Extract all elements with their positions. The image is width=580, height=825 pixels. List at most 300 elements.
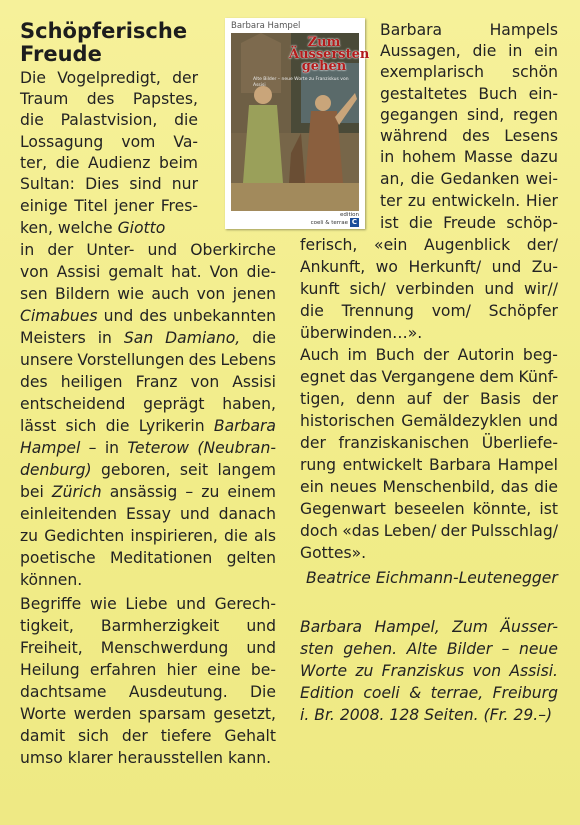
right-text-line [300,455,558,476]
left-text-line [20,570,276,591]
word: Lossagung [20,133,104,151]
word: Meisters [20,329,86,347]
right-text-line [300,683,558,704]
word: Sultan: [20,175,75,193]
word: sich [65,417,97,435]
text-run: können. [20,571,83,589]
word: Leben/ [383,522,437,540]
word: doch [300,522,338,540]
word: Assisi [56,263,101,281]
word: sten [300,640,334,658]
word: Äusser- [500,618,558,636]
left-text-line [20,394,276,415]
left-text-line [20,68,198,89]
word: Worte [300,662,348,680]
word: sen [20,285,48,303]
word: terrae, [430,684,484,702]
word: Papstes, [132,90,198,108]
word: die [472,42,497,60]
word: Gemäldezyklen [401,412,522,430]
word: Vogelpredigt, [57,69,161,87]
word: könnte, [472,500,532,518]
word: in [20,241,35,259]
right-text-line [300,235,558,256]
word: des [462,127,490,145]
word: Barbara [300,618,363,636]
word: ter, [20,154,48,172]
text-run: umso klarer herausstellen kann. [20,749,272,767]
word: die [300,302,324,320]
left-text-line [20,748,276,769]
word: Buch [375,346,415,364]
word: auch [151,285,190,303]
right-text-line [300,499,558,520]
word: gegangen [380,106,459,124]
word: die [408,214,433,232]
right-text-line [380,41,558,62]
word: des [20,373,48,391]
word: und [176,595,206,613]
right-text-line [380,147,558,168]
word: ferisch, [300,236,358,254]
book-cover-title: Zum Äussersten gehen [289,35,370,74]
word: rung [300,456,337,474]
word: schöp- [506,214,558,232]
word: Essay [126,505,171,523]
left-text-line [20,110,198,131]
word: gehen. [343,640,398,658]
word: Palastvision, [60,111,158,129]
word: tiefere [160,727,212,745]
left-text-line [20,218,198,239]
right-text-line [300,521,558,542]
word: geboren, [101,461,171,479]
word: im [347,346,368,364]
word: Zürich [51,483,102,501]
word: dazu [520,148,558,166]
word: einleitenden [20,505,118,523]
word: Von [209,263,239,281]
right-text-line [380,213,558,234]
word: Auch [300,346,340,364]
publisher-logo-icon: C [351,218,358,226]
word: bei [20,483,44,501]
word: danach [218,505,276,523]
left-text-line [20,638,276,659]
word: nur [171,175,198,193]
word: dachtsame [20,683,107,701]
left-text-line [20,416,276,437]
word: die [410,170,435,188]
word: Künf- [518,368,558,386]
left-text-line [20,704,276,725]
word: unbekannten [173,307,276,325]
word: beim [158,154,198,172]
word: hat. [171,263,202,281]
word: Audienz [87,154,151,172]
word: Hampel [20,439,81,457]
word: und [246,639,276,657]
word: neues [329,478,377,496]
word: Assisi. [509,662,558,680]
word: Damiano, [165,329,241,347]
left-text-line [20,153,198,174]
word: Gegenwart [300,500,386,518]
text-run: i. Br. 2008. 128 Seiten. (Fr. 29.–) [300,706,553,724]
word: und [491,258,522,276]
word: der [532,390,558,408]
right-text-line [300,257,558,278]
word: Menschwerdung [100,639,229,657]
word: jener [114,197,155,215]
word: Menschenbild, [382,478,495,496]
word: Hampel [497,456,558,474]
word: Freude [443,214,496,232]
word: das [500,478,529,496]
right-text-line [300,389,558,410]
word: Autorin [457,346,515,364]
word: Hampels [489,21,558,39]
word: damit [20,727,66,745]
word: Vorstellungen [77,351,185,369]
text-run: Giotto [117,219,166,237]
word: San [123,329,154,347]
word: ansässig [109,483,178,501]
word: Hier [525,192,558,210]
word: Edition [300,684,354,702]
right-text-line [380,84,558,105]
word: Va- [173,133,198,151]
word: coeli [363,684,400,702]
word: – [88,439,97,457]
text-run: Gottes». [300,544,367,562]
right-text-line [300,661,558,682]
word: denburg) [20,461,92,479]
word: inspirieren, [130,527,218,545]
word: zu [201,483,220,501]
right-text-line [300,345,558,366]
word: exemplarisch [380,63,484,81]
word: Franziskus [381,662,465,680]
word: Überliefe- [481,434,558,452]
word: & [409,684,422,702]
word: «ein [374,236,408,254]
right-text-line [380,62,558,83]
word: tigen, [300,390,345,408]
word: der [423,346,450,364]
left-text-line [20,616,276,637]
text-run: ken, welche [20,219,118,237]
left-text-line [20,350,276,371]
word: des [86,90,115,108]
word: wir// [523,280,558,298]
left-text-line [20,548,276,569]
book-cover [225,18,370,229]
word: neue [518,640,558,658]
word: zu [355,662,374,680]
left-text-line [20,482,276,503]
word: einige [20,197,68,215]
word: historischen [300,412,395,430]
word: auf [406,390,432,408]
word: Cimabues [20,307,98,325]
word: Ankunft, [300,258,366,276]
word: zu [407,192,426,210]
word: Teterow [127,439,189,457]
word: egnet [300,368,346,386]
word: von [20,263,49,281]
right-text-line [300,367,558,388]
word: Gerech- [214,595,276,613]
word: werden [73,705,132,723]
word: der [300,434,326,452]
word: «das [342,522,380,540]
word: in [508,42,523,60]
word: seit [179,461,209,479]
word: und [147,241,178,259]
word: ein [300,478,324,496]
left-text-line [20,174,198,195]
word: ein [534,42,558,60]
word: regen [512,106,558,124]
right-text-line [300,543,558,564]
word: Liebe [125,595,168,613]
word: jenen [232,285,276,303]
word: der/ [526,236,558,254]
word: ist [380,214,399,232]
word: der [121,727,148,745]
word: von [190,373,220,391]
word: Barbara [380,21,443,39]
article-title-line-2: Freude [20,42,102,66]
word: die [174,111,198,129]
word: ter [380,192,403,210]
left-text-line [20,660,276,681]
word: ein- [528,85,558,103]
right-text-line [300,617,558,638]
right-text-line [380,191,558,212]
word: unsere [20,351,74,369]
word: Freiburg [492,684,558,702]
word: Ausdeutung. [128,683,228,701]
word: einem [227,483,276,501]
word: Hampel, [374,618,440,636]
word: das [349,368,378,386]
word: Die [250,683,276,701]
word: und [246,617,276,635]
word: Buch [478,85,518,103]
word: in [380,148,395,166]
word: sich [78,727,109,745]
word: Dies [85,175,120,193]
word: franziskanischen [338,434,470,452]
word: der [442,390,469,408]
word: entwickelt [342,456,423,474]
text-run: überwinden…». [300,324,423,342]
left-text-line [20,132,198,153]
word: vom [121,133,156,151]
word: geprägt [143,395,205,413]
word: und [484,280,515,298]
word: Begriffe [20,595,82,613]
word: Basis [479,390,521,408]
right-text-line [300,477,558,498]
left-text-line [20,284,276,305]
left-text-line [20,438,276,459]
word: schön [511,63,558,81]
left-text-line [20,526,276,547]
word: langem [217,461,276,479]
word: Lebens [220,351,276,369]
book-cover-subtitle: Alte Bilder – neue Worte zu Franziskus von Assisi [253,77,349,88]
word: Franz [135,373,178,391]
word: Vergangene [381,368,475,386]
word: poetische [20,549,96,567]
book-cover-publisher: edition coeli & terrae C [310,212,359,226]
left-text-line [20,682,276,703]
word: Alte [406,640,438,658]
right-text-line [300,705,558,726]
word: Masse [463,148,513,166]
word: Pulsschlag/ [470,522,558,540]
word: Traum [20,90,69,108]
word: die [534,478,558,496]
word: sind [129,175,162,193]
right-text-line [380,169,558,190]
word: eine [207,661,241,679]
word: ist [539,500,558,518]
text-run: Beatrice Eichmann-Leutenegger [306,569,558,587]
word: Bildern [55,285,110,303]
right-text-line [300,411,558,432]
word: von [196,285,226,303]
word: Assisi [232,373,276,391]
word: entwickeln. [431,192,521,210]
word: wie [117,285,144,303]
word: wei- [525,170,558,188]
word: von [472,662,502,680]
word: Titel [74,197,108,215]
word: hohem [401,148,457,166]
left-text-line [20,89,198,110]
word: wo [375,258,398,276]
word: Schöpfer [488,302,558,320]
word: und [179,505,210,523]
word: (Neubran- [197,439,276,457]
word: Freiheit, [20,639,83,657]
word: dem [479,368,515,386]
word: gestaltetes [380,85,468,103]
word: als [253,527,276,545]
right-text-line [380,20,558,41]
word: Unter- [86,241,135,259]
word: während [380,127,448,145]
word: die [105,417,130,435]
word: Herkunft/ [408,258,482,276]
word: in [104,439,120,457]
word: sich/ [349,280,386,298]
word: und [528,412,558,430]
word: Heilung [20,661,80,679]
word: haben, [222,395,276,413]
right-text-line [300,323,558,344]
word: – [185,483,194,501]
word: Bilder [446,640,493,658]
left-text-line [20,726,276,747]
word: sparsam [139,705,206,723]
word: Augenblick [424,236,511,254]
left-text-line [20,196,198,217]
word: Zu- [531,258,558,276]
word: tigkeit, [20,617,74,635]
left-text-line [20,306,276,327]
word: verbinden [395,280,475,298]
word: der [172,69,198,87]
word: an, [380,170,405,188]
word: Meditationen [109,549,213,567]
word: die- [246,263,276,281]
word: Oberkirche [190,241,276,259]
word: die [20,111,44,129]
book-cover-author: Barbara Hampel [231,21,301,31]
article-title-line-1: Schöpferische [20,19,188,43]
word: Gedanken [440,170,520,188]
word: zu [20,527,39,545]
word: des [188,351,217,369]
right-text-line [380,126,558,147]
word: die [223,527,248,545]
word: der [47,241,74,259]
word: Barmherzigkeit [100,617,220,635]
word: Trennung [341,302,414,320]
word: Gehalt [224,727,276,745]
word: des [139,307,167,325]
right-text-line [380,105,558,126]
word: Barbara [429,456,492,474]
word: Worte [20,705,67,723]
right-text-line [300,568,558,589]
word: Barbara [213,417,276,435]
word: Lesens [504,127,558,145]
left-text-line [20,372,276,393]
right-text-line [300,279,558,300]
word: und [103,307,134,325]
right-text-line [300,301,558,322]
word: vom/ [431,302,471,320]
word: die [55,154,80,172]
word: be- [250,661,276,679]
book-cover-fresco-image [231,33,370,211]
word: gemalt [108,263,164,281]
word: hier [166,661,197,679]
word: denn [356,390,396,408]
word: gesetzt, [213,705,276,723]
word: Aussagen, [380,42,461,60]
right-text-line [300,433,558,454]
word: die [252,329,276,347]
word: Gedichten [44,527,125,545]
word: erfahren [89,661,157,679]
left-text-line [20,328,276,349]
word: Fres- [160,197,198,215]
word: in [97,329,112,347]
word: kunft [300,280,340,298]
word: Die [20,69,46,87]
word: – [501,640,510,658]
word: heiligen [60,373,123,391]
left-text-line [20,504,276,525]
left-text-line [20,460,276,481]
